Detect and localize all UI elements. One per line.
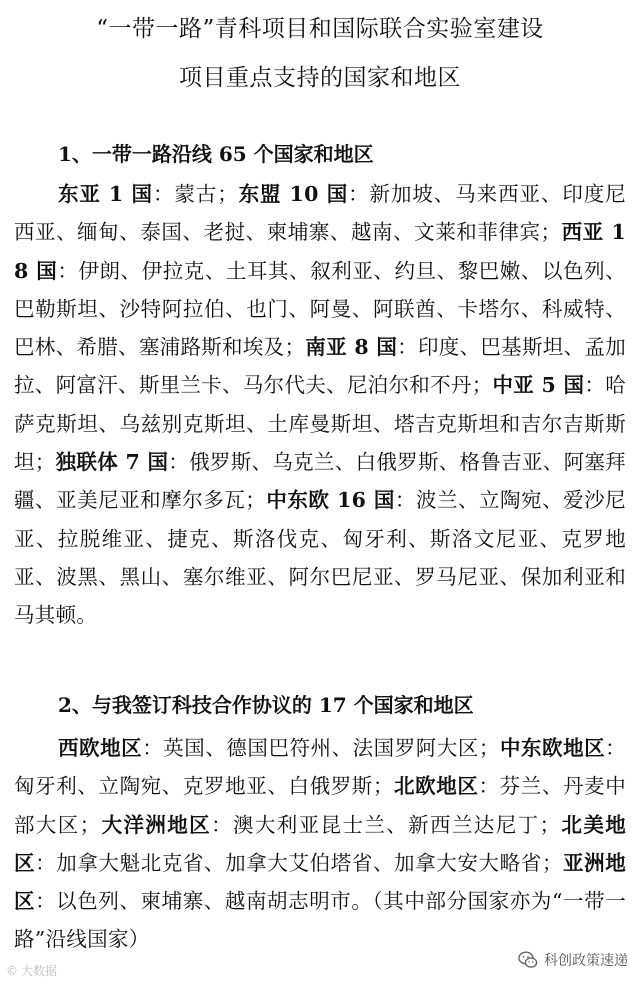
region-sep: ： — [584, 373, 606, 398]
region-sep: ： — [142, 736, 164, 760]
region-label: 中亚 5 国 — [492, 373, 585, 398]
region-label: 南亚 8 国 — [305, 335, 398, 360]
region-label: 西欧地区 — [58, 736, 143, 760]
region-sep: ： — [348, 182, 370, 206]
region-sep: ： — [394, 488, 416, 513]
region-text: 以色列、柬埔寨、越南胡志明市。 — [56, 889, 373, 914]
region-text: 印度、巴基斯坦、孟加拉、阿富汗、斯里兰卡、马尔代夫、尼泊尔和不丹； — [14, 335, 626, 398]
section-1-heading: 1、一带一路沿线 65 个国家和地区 — [58, 142, 374, 166]
region-text: 伊朗、伊拉克、土耳其、叙利亚、约旦、黎巴嫩、以色列、巴勒斯坦、沙特阿拉伯、也门、阿曼、阿联酋、卡塔尔、科威特、巴林、希腊、塞浦路斯和埃及； — [14, 258, 626, 360]
region-text: 英国、德国巴符州、法国罗阿大区； — [163, 736, 500, 760]
region-label: 亚洲地区 — [14, 850, 626, 914]
section-2-note: （其中部分国家亦为“一带一路”沿线国家） — [14, 889, 626, 952]
region-text: 新加坡、马来西亚、印度尼西亚、缅甸、泰国、老挝、柬埔寨、越南、文莱和菲律宾； — [14, 182, 626, 245]
wechat-icon — [518, 951, 538, 969]
region-label: 东亚 1 国 — [58, 182, 153, 206]
region-text: 俄罗斯、乌克兰、白俄罗斯、格鲁吉亚、阿塞拜疆、亚美尼亚和摩尔多瓦； — [14, 450, 626, 513]
region-text: 蒙古； — [174, 182, 238, 206]
region-text: 波兰、立陶宛、爱沙尼亚、拉脱维亚、捷克、斯洛伐克、匈牙利、斯洛文尼亚、克罗地亚、波黑、黑山、塞尔维亚、阿尔巴尼亚、罗马尼亚、保加利亚和马其顿。 — [14, 488, 626, 628]
region-sep: ： — [605, 736, 626, 760]
watermark-left — [6, 962, 57, 979]
watermark-left-text: 大数据 — [21, 964, 58, 978]
region-text: 匈牙利、立陶宛、克罗地亚、白俄罗斯； — [14, 774, 394, 799]
region-label: 西亚 18 国 — [14, 220, 626, 283]
title-line-2: 项目重点支持的国家和地区 — [179, 65, 461, 91]
region-label: 中东欧地区 — [499, 736, 606, 760]
region-label: 大洋洲地区 — [100, 812, 212, 837]
region-label: 北欧地区 — [393, 774, 479, 799]
region-text: 澳大利亚昆士兰、新西兰达尼丁； — [232, 812, 561, 837]
region-sep: ： — [397, 335, 418, 360]
region-sep: ： — [152, 182, 175, 206]
region-sep: ： — [211, 812, 233, 837]
region-sep: ： — [168, 450, 190, 475]
region-text: 哈萨克斯坦、乌兹别克斯坦、土库曼斯坦、塔吉克斯坦和吉尔吉斯斯坦； — [14, 373, 626, 475]
watermark-right-text: 科创政策速递 — [544, 953, 628, 969]
section-2-body — [14, 729, 626, 959]
region-sep: ： — [478, 774, 500, 799]
region-label: 东盟 10 国 — [238, 182, 349, 206]
section-2-heading: 2、与我签订科技合作协议的 17 个国家和地区 — [58, 693, 474, 717]
region-label: 中东欧 16 国 — [266, 488, 395, 513]
watermark-right — [518, 950, 628, 970]
section-1-body — [14, 175, 626, 635]
region-sep: ： — [57, 258, 79, 283]
region-label: 独联体 7 国 — [55, 450, 169, 475]
region-label: 北美地区 — [14, 812, 627, 875]
title-line-1: “一带一路”青科项目和国际联合实验室建设 — [96, 16, 544, 42]
copyright-icon: © — [6, 963, 18, 978]
region-sep: ： — [35, 850, 57, 875]
region-text: 加拿大魁北克省、加拿大艾伯塔省、加拿大安大略省； — [56, 850, 563, 875]
region-text: 芬兰、丹麦中部大区； — [14, 774, 626, 837]
region-sep: ： — [35, 889, 57, 914]
